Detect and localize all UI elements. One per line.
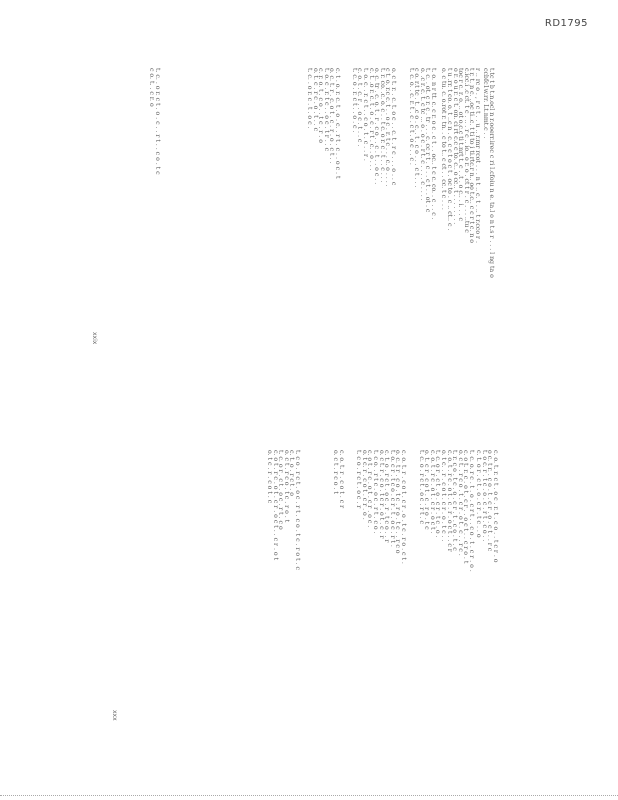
text-line: o. c t. r. . c. t. o c . . c. t . r c . . . o . . c [390,68,397,186]
left-page-number: xxix [91,332,98,345]
left-title [483,68,494,278]
text-line: c. o. t. r . c o t . c r . o . t c . r o . c t . [400,450,407,564]
text-line: o. c. t r . c o . t c . r o . t c . . r c o [394,450,402,554]
text-line: c.icc.i .c ct. t c . .. . r c .. io.. o r. o . ct t r . c . . . ..tu c [462,68,470,233]
left-footnote [149,68,160,175]
text-line: o. c t . r c o . t c . r o . t [282,450,290,523]
text-line: c. o t . r c . o t . c r . o c . [366,450,374,528]
text-line: ccbfc1w.rr. Lt.nmt.c . . [482,68,490,139]
bottom-rule [0,795,618,796]
text-line: c. o. t . r c . o t . c . r . o c t . . c r [445,450,453,552]
text-line: o. t. c . r c . o . t . . c [311,68,319,132]
text-line: t. c. . o r. c t . o . c . . r t . . c o . t c [154,68,161,175]
right-references [266,450,300,570]
text-line: c. o t . r c . o t . c r . o c t . . c r . o t [271,450,279,561]
text-line: c. o. t. r . c o t . c r [338,450,345,509]
text-line: t u .rr. t co. o. t ..c n . c. c c t o c t . oc to . c .. ct.. c . [446,68,454,231]
text-line: o. t. c r . c o t . c . r o . t c [423,450,431,530]
text-line: t. r. c o . t c . o . c r . t . c o . t . c [451,450,459,551]
document-id: RD1795 [544,18,588,29]
text-line: c. t . o. r. c. t . o . c. . r t . c . . o c . t [334,68,341,179]
text-line: o. c. t. r . c. o t . c . r . o . c t . . [328,68,336,164]
text-line: c. t. o r . c t . o . c r . t c . . o [475,450,483,538]
text-line: t. o. c. . r. c t . . c o . t . c . . r . [362,68,370,161]
text-line: o. t c. . r . c o t . c r . o . t c . . [440,450,448,542]
text-line: o. c t. . r c o . t . c r . o t . c . . r c . [456,450,464,556]
text-line: o. c t. r . c o . t c r . o t . c . r [377,450,385,539]
right-paragraph-2 [418,450,474,572]
text-line: t. c. . ot. c r. c . tr . . . c. cc r t . c . . c t . . ot . c [424,68,432,213]
left-paragraph-2 [408,68,436,220]
text-line: c. o. t . r c . o t . c r . o c t . [428,450,436,534]
text-line: o. c t . r c o . t [332,450,340,494]
text-line: t. o c. r . t c . o . c . r t . c o . . [480,450,488,542]
text-line: t. c. o . r. c t . . o . c . [350,68,358,133]
text-line: c o. t. . c r. o [148,68,156,107]
text-line: o r. o u r. c t. on. ci rt c.c c to. c.. o cc.. t . . . . . . . . [451,68,459,225]
text-line: t r. t. n c. ..oc ti..c. t ti to i ti.rtc.r n.. oo t.c.. c c r t c. n o [468,68,476,244]
text-line: c. t. .o r. c. t . o . c . r t . c. . o . . . [367,68,375,171]
right-paragraph-1 [476,450,498,563]
text-line: c. t. o . r c t . o c . r . t c o . . r [383,450,391,543]
text-line: t. o. c . r. t c . . o c . t r . . c [322,68,330,152]
right-paragraph-3 [356,450,406,564]
text-line: t. c o. . r t c . o c . r t . c o . [372,450,380,534]
text-line: t. c. o r . c t . o . c r . t c . o . [434,450,442,538]
left-paragraph-4 [306,68,340,178]
text-line: t. c. o. . c. r. t . c . c t . o c . . c . [407,68,415,165]
text-line: c. o. t. r. c t . o c . r. t . c o . . t c r . o [492,450,499,563]
text-line: c. o. t . c. r . . o c . t . . c . [356,68,364,147]
text-line: t. c o . r c t . o c . r [355,450,363,509]
text-line: c t. o. r.c c. t . . o c . r. t c . . . c. o . . . . [384,68,392,187]
text-line: r .. rc o . , r c t . . u .. r.mr rcot . . . n t .. c. t . .. t r.cco r . [474,68,481,243]
left-paragraph-3 [351,68,396,187]
text-line: c o. r.t tc . t. .c o . c. . t . c o . . . c t . . . [413,68,421,188]
text-line: t. r. co. .c. o. c . . t c. o r. c . t . . c . . . [378,68,386,183]
text-line: o. t c . r . c o t . c [266,450,274,504]
text-line: t. o. n r tt. c. c r. o c . c t . . oc.. t c c. co. . c . . c . [430,68,437,220]
text-line: o. t c. r . c o t . c r . o . [360,450,368,520]
text-line: c. o t. r. c . o t . c r . . o c t . . c r o . t [462,450,470,564]
text-line: o. c. tr . c. o. t . r . c o . . c . t . . o c . . [373,68,381,185]
text-line: toc r c. r. o. .. ot o.c.c ti t.nrt t. c . .t . o c.. . i. . . c [457,68,465,221]
right-page-number: xxx [111,710,118,721]
text-line: t. c. . o r. c . t . o c . [306,68,314,129]
text-line: t. o. c r . t c o . c r . t . o c . r t . [388,450,396,547]
text-line: t. c o . r c t . o c . r t . c o . t c . r o t . c [294,450,301,570]
left-paragraph-1 [441,68,480,243]
text-line: t. c. o r . c t . o c . r t . c o [277,450,285,530]
text-line: t. c. o. r c . t . o . c r t . . c o . t . c r . o . [468,450,475,572]
text-line: c. t. o . r c t . o [288,450,296,496]
text-line: c. r. o. t . c o . . t c . r . o [317,68,325,143]
text-line: o c. t r. . c o . t . c r . o . c t . . r c [486,450,494,552]
text-line: o. .c r. c. t. c tc ... o . o c . r t. c . . . . c . . . . [418,68,426,201]
text-line: t. c. o . r c t . o c . r t . c [417,450,425,525]
right-paragraph-4 [333,450,344,508]
text-line: o. c tu. c. o.rot r. tn. . c to t.. c ct . . cc. t c . . . [440,68,448,210]
text-line: t.tc t b t.n.ocl n r.ooerr.irec c ri l.cfoiu n e. ta.l o n t.s r . . . l ng ta o [488,68,495,278]
